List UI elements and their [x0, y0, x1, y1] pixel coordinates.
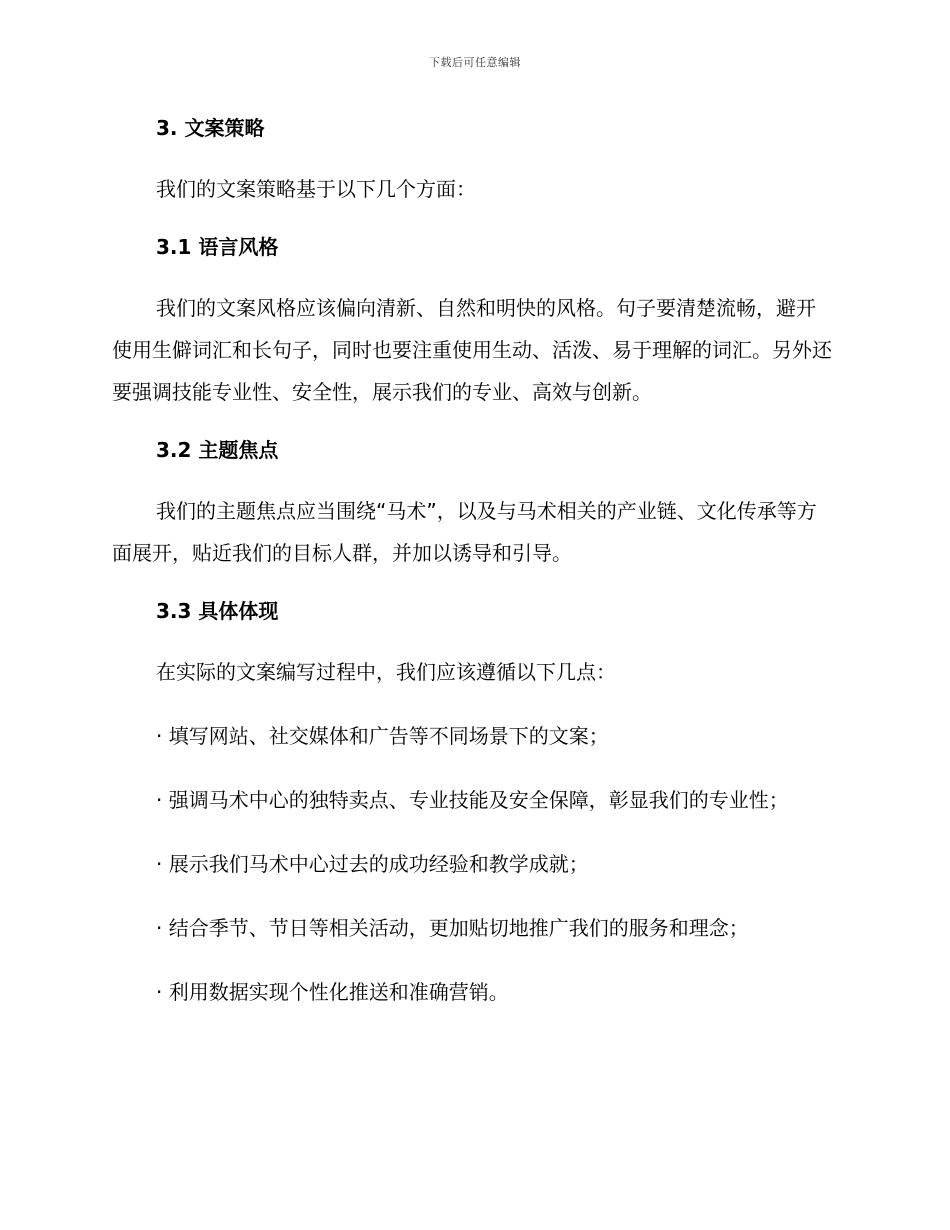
list-item: · 强调马术中心的独特卖点、专业技能及安全保障，彰显我们的专业性； [156, 788, 789, 812]
list-item: · 填写网站、社交媒体和广告等不同场景下的文案； [156, 724, 609, 748]
section-3-3-intro: 在实际的文案编写过程中，我们应该遵循以下几点： [156, 660, 616, 684]
section-3-3-heading: 3.3 具体体现 [156, 599, 279, 623]
document-body [112, 110, 832, 1013]
list-item: · 利用数据实现个性化推送和准确营销。 [156, 980, 509, 1004]
section-3-heading: 3. 文案策略 [156, 116, 265, 140]
header-note: 下载后可任意编辑 [429, 56, 521, 69]
list-item: · 结合季节、节日等相关活动，更加贴切地推广我们的服务和理念； [156, 916, 749, 940]
section-3-2-body: 我们的主题焦点应当围绕“马术”，以及与马术相关的产业链、文化传承等方面展开，贴近我们的目标人群，并加以诱导和引导。 [112, 499, 817, 565]
section-3-2-heading: 3.2 主题焦点 [156, 438, 279, 462]
list-item: · 展示我们马术中心过去的成功经验和教学成就； [156, 852, 589, 876]
section-3-1-body: 我们的文案风格应该偏向清新、自然和明快的风格。句子要清楚流畅，避开使用生僻词汇和长句子，同时也要注重使用生动、活泼、易于理解的词汇。另外还要强调技能专业性、安全性，展示我们的专业、高效与创新。 [112, 296, 832, 404]
section-3-intro: 我们的文案策略基于以下几个方面： [156, 177, 476, 201]
section-3-1-heading: 3.1 语言风格 [156, 235, 279, 259]
